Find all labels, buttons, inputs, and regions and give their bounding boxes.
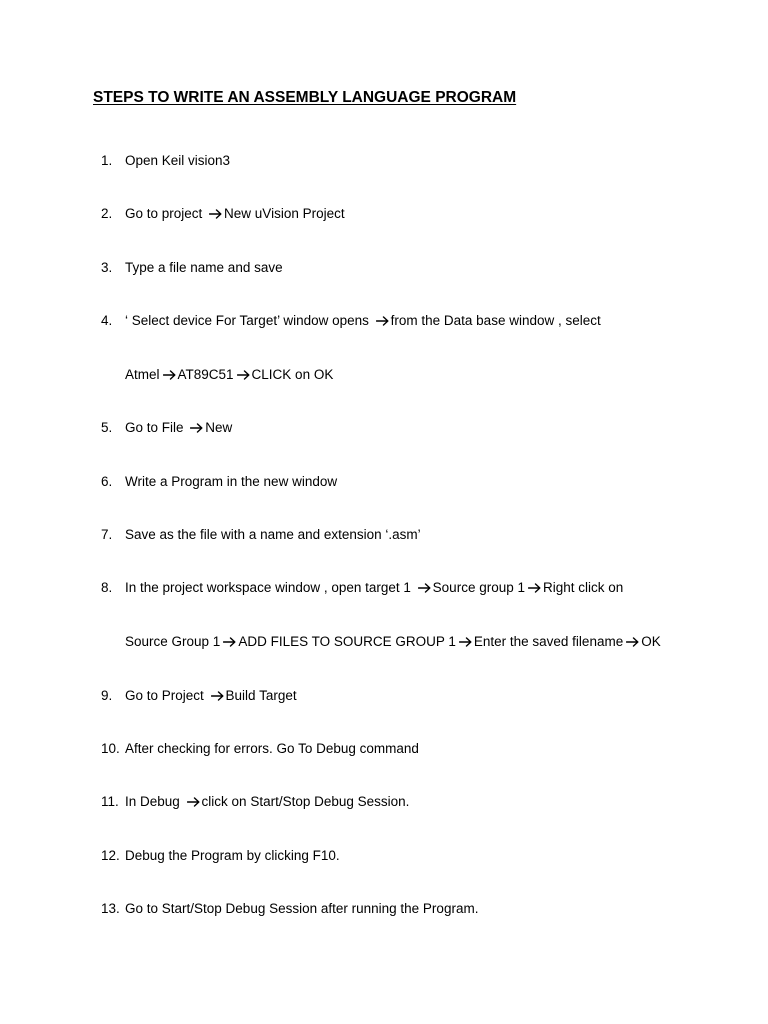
step-number: 1. xyxy=(101,153,113,168)
step-text-continuation xyxy=(125,367,333,383)
step-text-segment: Source Group 1 xyxy=(125,634,221,649)
step-text-segment: Debug the Program by clicking F10. xyxy=(125,848,340,863)
right-arrow-icon xyxy=(163,370,176,380)
step-number: 10. xyxy=(101,741,120,756)
step-text-segment: Type a file name and save xyxy=(125,260,283,275)
right-arrow-icon xyxy=(528,583,541,593)
right-arrow-icon xyxy=(187,797,200,807)
step-text-segment: OK xyxy=(641,634,661,649)
step-text-segment: Go to Start/Stop Debug Session after running the Program. xyxy=(125,901,479,916)
step-text-segment: Open Keil vision3 xyxy=(125,153,231,168)
step-text xyxy=(125,741,419,757)
step-text xyxy=(125,848,340,864)
step-text-continuation xyxy=(125,634,661,650)
step-number: 9. xyxy=(101,688,113,703)
page-title: STEPS TO WRITE AN ASSEMBLY LANGUAGE PROGRAM xyxy=(93,89,517,106)
step-text-segment: In the project workspace window , open target 1 xyxy=(125,580,415,595)
step-text-segment: Right click on xyxy=(542,580,624,595)
right-arrow-icon xyxy=(209,209,222,219)
right-arrow-icon xyxy=(237,370,250,380)
step-text xyxy=(125,688,297,704)
right-arrow-icon xyxy=(190,423,203,433)
step-text-segment: New xyxy=(205,420,233,435)
step-text-segment: CLICK on OK xyxy=(251,367,334,382)
step-text xyxy=(125,580,623,596)
step-text xyxy=(125,474,337,490)
right-arrow-icon xyxy=(376,316,389,326)
step-text-segment: Source group 1 xyxy=(432,580,525,595)
step-text xyxy=(125,794,409,810)
step-text xyxy=(125,901,478,917)
step-text-segment: from the Data base window , select xyxy=(390,313,601,328)
step-number: 6. xyxy=(101,474,113,489)
step-text-segment: Atmel xyxy=(125,367,160,382)
step-text xyxy=(125,420,232,436)
right-arrow-icon xyxy=(211,691,224,701)
step-text-segment: In Debug xyxy=(125,794,184,809)
step-number: 3. xyxy=(101,260,113,275)
step-text xyxy=(125,206,345,222)
step-number: 5. xyxy=(101,420,113,435)
step-text-segment: Go to File xyxy=(125,420,188,435)
step-text-segment: New uVision Project xyxy=(224,206,345,221)
step-number: 11. xyxy=(101,794,119,809)
step-text-segment: Save as the file with a name and extension ‘.asm’ xyxy=(125,527,421,542)
step-text-segment: click on Start/Stop Debug Session. xyxy=(201,794,410,809)
step-text-segment: AT89C51 xyxy=(177,367,234,382)
step-text-segment: After checking for errors. Go To Debug command xyxy=(125,741,419,756)
step-text xyxy=(125,153,230,169)
step-number: 7. xyxy=(101,527,113,542)
step-text-segment: Enter the saved filename xyxy=(473,634,624,649)
step-text-segment: Build Target xyxy=(225,688,297,703)
step-text-segment: ‘ Select device For Target’ window opens xyxy=(125,313,373,328)
step-text-segment: Write a Program in the new window xyxy=(125,474,338,489)
right-arrow-icon xyxy=(418,583,431,593)
step-number: 8. xyxy=(101,580,113,595)
right-arrow-icon xyxy=(626,637,639,647)
step-number: 12. xyxy=(101,848,120,863)
step-number: 13. xyxy=(101,901,120,916)
step-text-segment: Go to project xyxy=(125,206,207,221)
step-text xyxy=(125,313,601,329)
right-arrow-icon xyxy=(459,637,472,647)
right-arrow-icon xyxy=(223,637,236,647)
step-text xyxy=(125,260,283,276)
step-number: 4. xyxy=(101,313,113,328)
step-number: 2. xyxy=(101,206,113,221)
step-text-segment: ADD FILES TO SOURCE GROUP 1 xyxy=(238,634,456,649)
step-text-segment: Go to Project xyxy=(125,688,208,703)
step-text xyxy=(125,527,421,543)
